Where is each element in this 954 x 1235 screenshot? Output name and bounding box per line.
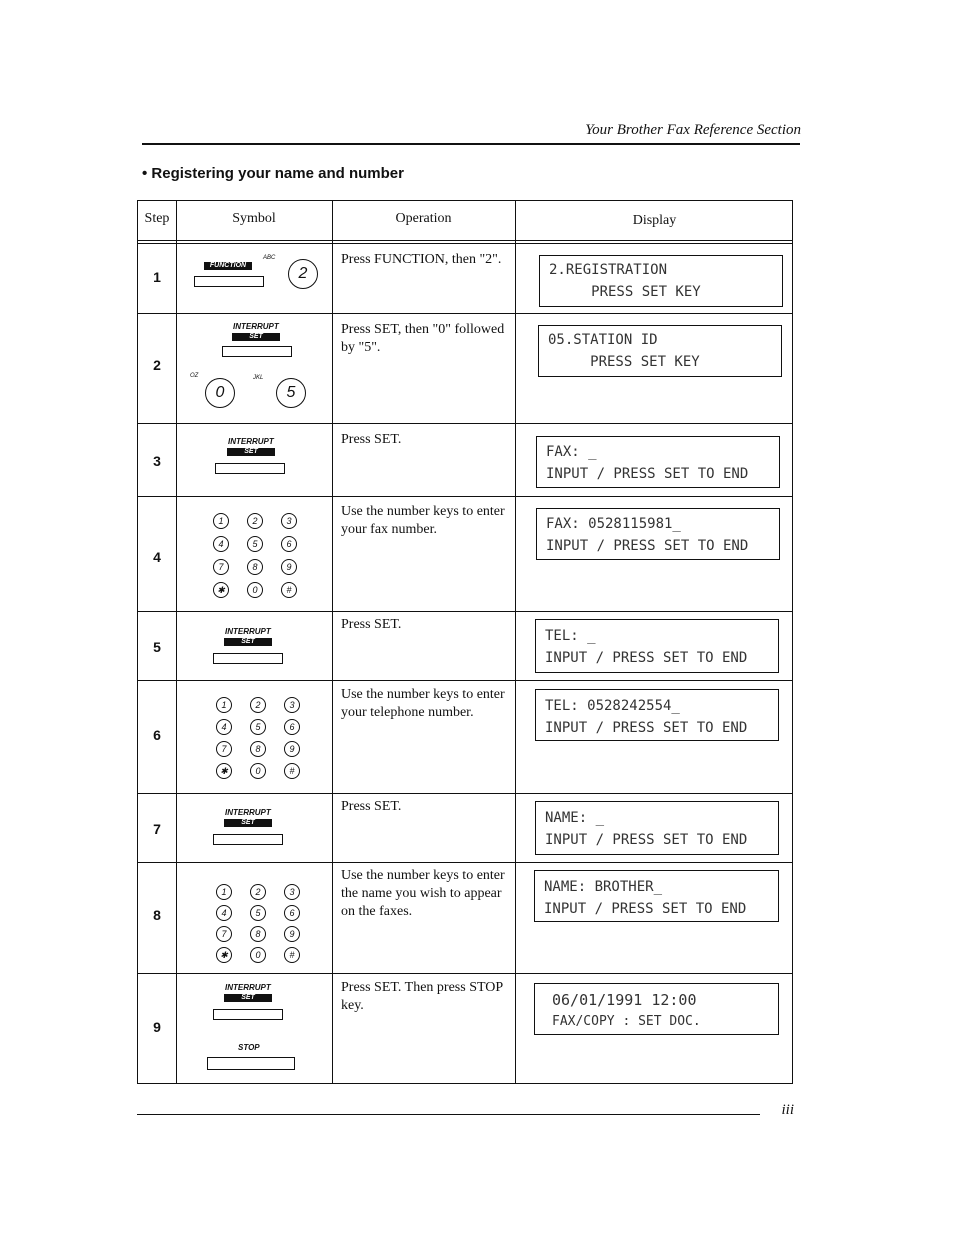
keypad-key[interactable]: 4 bbox=[216, 905, 232, 921]
stop-label: STOP bbox=[238, 1043, 260, 1052]
lcd-display bbox=[535, 801, 779, 855]
abc-label: ABC bbox=[263, 255, 276, 261]
keypad-key[interactable]: 6 bbox=[281, 536, 297, 552]
col-divider bbox=[176, 201, 177, 1083]
lcd-line-1: FAX: _ bbox=[546, 444, 597, 460]
header-title: Your Brother Fax Reference Section bbox=[585, 122, 801, 138]
key-0[interactable]: 0 bbox=[205, 378, 235, 408]
row-divider bbox=[138, 793, 792, 794]
lcd-display bbox=[534, 983, 779, 1035]
set-key[interactable] bbox=[222, 346, 292, 357]
oz-label: OZ bbox=[190, 373, 199, 379]
operation-text: Press SET, then "0" followed by "5". bbox=[341, 322, 505, 355]
lcd-line-1: NAME: BROTHER_ bbox=[544, 879, 663, 895]
set-key-label: SET bbox=[232, 333, 280, 341]
keypad-key[interactable]: 2 bbox=[247, 513, 263, 529]
lcd-line-2: INPUT / PRESS SET TO END bbox=[544, 901, 747, 917]
lcd-display bbox=[536, 436, 780, 488]
lcd-display bbox=[539, 255, 783, 307]
set-key-label: SET bbox=[224, 638, 272, 646]
keypad-key[interactable]: 1 bbox=[216, 884, 232, 900]
set-key[interactable] bbox=[213, 834, 283, 845]
keypad-key[interactable]: 1 bbox=[216, 697, 232, 713]
row-divider bbox=[138, 423, 792, 424]
header-rule bbox=[142, 143, 800, 145]
set-key-label: SET bbox=[227, 448, 275, 456]
keypad-key[interactable]: 2 bbox=[250, 697, 266, 713]
keypad-key[interactable]: 6 bbox=[284, 905, 300, 921]
set-key[interactable] bbox=[213, 1009, 283, 1020]
operation-text: Press SET. bbox=[341, 799, 402, 814]
lcd-line-2: INPUT / PRESS SET TO END bbox=[546, 538, 749, 554]
row-divider bbox=[138, 862, 792, 863]
keypad-key[interactable]: ✱ bbox=[213, 582, 229, 598]
header-operation: Operation bbox=[395, 211, 452, 226]
keypad-key[interactable]: 2 bbox=[250, 884, 266, 900]
key-5[interactable]: 5 bbox=[276, 378, 306, 408]
operation-text: Use the number keys to enter your telephone number. bbox=[341, 687, 505, 720]
lcd-line-2: INPUT / PRESS SET TO END bbox=[545, 832, 748, 848]
operation-text: Press SET. Then press STOP key. bbox=[341, 980, 503, 1013]
section-title: • Registering your name and number bbox=[142, 165, 404, 182]
keypad-key[interactable]: 9 bbox=[281, 559, 297, 575]
keypad-key[interactable]: 5 bbox=[250, 719, 266, 735]
row-divider bbox=[138, 611, 792, 612]
col-divider bbox=[332, 201, 333, 1083]
keypad-key[interactable]: # bbox=[281, 582, 297, 598]
interrupt-label: INTERRUPT bbox=[228, 437, 274, 446]
row-divider bbox=[138, 243, 792, 244]
operation-text: Press FUNCTION, then "2". bbox=[341, 252, 502, 267]
lcd-display bbox=[536, 508, 780, 560]
keypad-key[interactable]: # bbox=[284, 947, 300, 963]
function-key[interactable] bbox=[194, 276, 264, 287]
keypad-key[interactable]: 0 bbox=[250, 947, 266, 963]
lcd-display bbox=[538, 325, 782, 377]
keypad-key[interactable]: 7 bbox=[213, 559, 229, 575]
keypad-key[interactable]: ✱ bbox=[216, 947, 232, 963]
lcd-line-1: 2.REGISTRATION bbox=[549, 262, 668, 278]
keypad-key[interactable]: 7 bbox=[216, 926, 232, 942]
operation-text: Press SET. bbox=[341, 617, 402, 632]
interrupt-label: INTERRUPT bbox=[233, 322, 279, 331]
footer-rule bbox=[137, 1114, 760, 1115]
step-number: 9 bbox=[153, 1019, 161, 1035]
interrupt-label: INTERRUPT bbox=[225, 627, 271, 636]
lcd-line-2: PRESS SET KEY bbox=[549, 284, 701, 300]
lcd-line-1: FAX: 0528115981_ bbox=[546, 516, 681, 532]
step-number: 2 bbox=[153, 357, 161, 373]
step-number: 7 bbox=[153, 821, 161, 837]
keypad-key[interactable]: 1 bbox=[213, 513, 229, 529]
keypad-key[interactable]: 3 bbox=[284, 697, 300, 713]
lcd-line-2: FAX/COPY : SET DOC. bbox=[552, 1014, 701, 1029]
row-divider bbox=[138, 496, 792, 497]
step-number: 1 bbox=[153, 269, 161, 285]
lcd-line-1: 05.STATION ID bbox=[548, 332, 658, 348]
lcd-line-2: PRESS SET KEY bbox=[548, 354, 700, 370]
header-step: Step bbox=[144, 211, 170, 226]
keypad-key[interactable]: 9 bbox=[284, 741, 300, 757]
lcd-line-1: TEL: _ bbox=[545, 628, 596, 644]
col-divider bbox=[515, 201, 516, 1083]
set-key-label: SET bbox=[224, 819, 272, 827]
jkl-label: JKL bbox=[253, 375, 264, 381]
lcd-line-2: INPUT / PRESS SET TO END bbox=[546, 466, 749, 482]
number-keypad bbox=[216, 697, 306, 787]
step-number: 6 bbox=[153, 727, 161, 743]
keypad-key[interactable]: 7 bbox=[216, 741, 232, 757]
header-symbol: Symbol bbox=[232, 211, 276, 226]
stop-key[interactable] bbox=[207, 1057, 295, 1070]
lcd-display bbox=[535, 689, 779, 741]
interrupt-label: INTERRUPT bbox=[225, 808, 271, 817]
keypad-key[interactable]: 8 bbox=[250, 926, 266, 942]
keypad-key[interactable]: 5 bbox=[247, 536, 263, 552]
keypad-key[interactable]: 6 bbox=[284, 719, 300, 735]
lcd-line-1: NAME: _ bbox=[545, 810, 605, 826]
function-key-label: FUNCTION bbox=[204, 262, 252, 270]
step-number: 8 bbox=[153, 907, 161, 923]
lcd-line-1: TEL: 0528242554_ bbox=[545, 698, 680, 714]
step-number: 3 bbox=[153, 453, 161, 469]
number-keypad bbox=[216, 884, 306, 974]
step-number: 4 bbox=[153, 549, 161, 565]
registration-table bbox=[137, 200, 793, 1084]
keypad-key[interactable]: 5 bbox=[250, 905, 266, 921]
interrupt-label: INTERRUPT bbox=[225, 983, 271, 992]
keypad-key[interactable]: 8 bbox=[247, 559, 263, 575]
set-key[interactable] bbox=[213, 653, 283, 664]
operation-text: Press SET. bbox=[341, 432, 402, 447]
keypad-key[interactable]: # bbox=[284, 763, 300, 779]
set-key-label: SET bbox=[224, 994, 272, 1002]
lcd-display bbox=[534, 870, 779, 922]
key-2[interactable]: 2 bbox=[288, 259, 318, 289]
keypad-key[interactable]: 4 bbox=[213, 536, 229, 552]
set-key[interactable] bbox=[215, 463, 285, 474]
lcd-line-2: INPUT / PRESS SET TO END bbox=[545, 650, 748, 666]
page-number: iii bbox=[781, 1102, 794, 1118]
keypad-key[interactable]: 9 bbox=[284, 926, 300, 942]
keypad-key[interactable]: 8 bbox=[250, 741, 266, 757]
header-display: Display bbox=[632, 213, 677, 228]
keypad-key[interactable]: 0 bbox=[247, 582, 263, 598]
keypad-key[interactable]: 4 bbox=[216, 719, 232, 735]
keypad-key[interactable]: 3 bbox=[281, 513, 297, 529]
row-divider bbox=[138, 680, 792, 681]
keypad-key[interactable]: 3 bbox=[284, 884, 300, 900]
number-keypad bbox=[213, 513, 303, 603]
lcd-line-1: 06/01/1991 12:00 bbox=[552, 991, 697, 1009]
keypad-key[interactable]: ✱ bbox=[216, 763, 232, 779]
row-divider bbox=[138, 240, 792, 241]
operation-text: Use the number keys to enter your fax number. bbox=[341, 504, 505, 537]
operation-text: Use the number keys to enter the name you wish to appear on the faxes. bbox=[341, 868, 505, 919]
lcd-line-2: INPUT / PRESS SET TO END bbox=[545, 720, 748, 736]
lcd-display bbox=[535, 619, 779, 673]
row-divider bbox=[138, 313, 792, 314]
step-number: 5 bbox=[153, 639, 161, 655]
keypad-key[interactable]: 0 bbox=[250, 763, 266, 779]
